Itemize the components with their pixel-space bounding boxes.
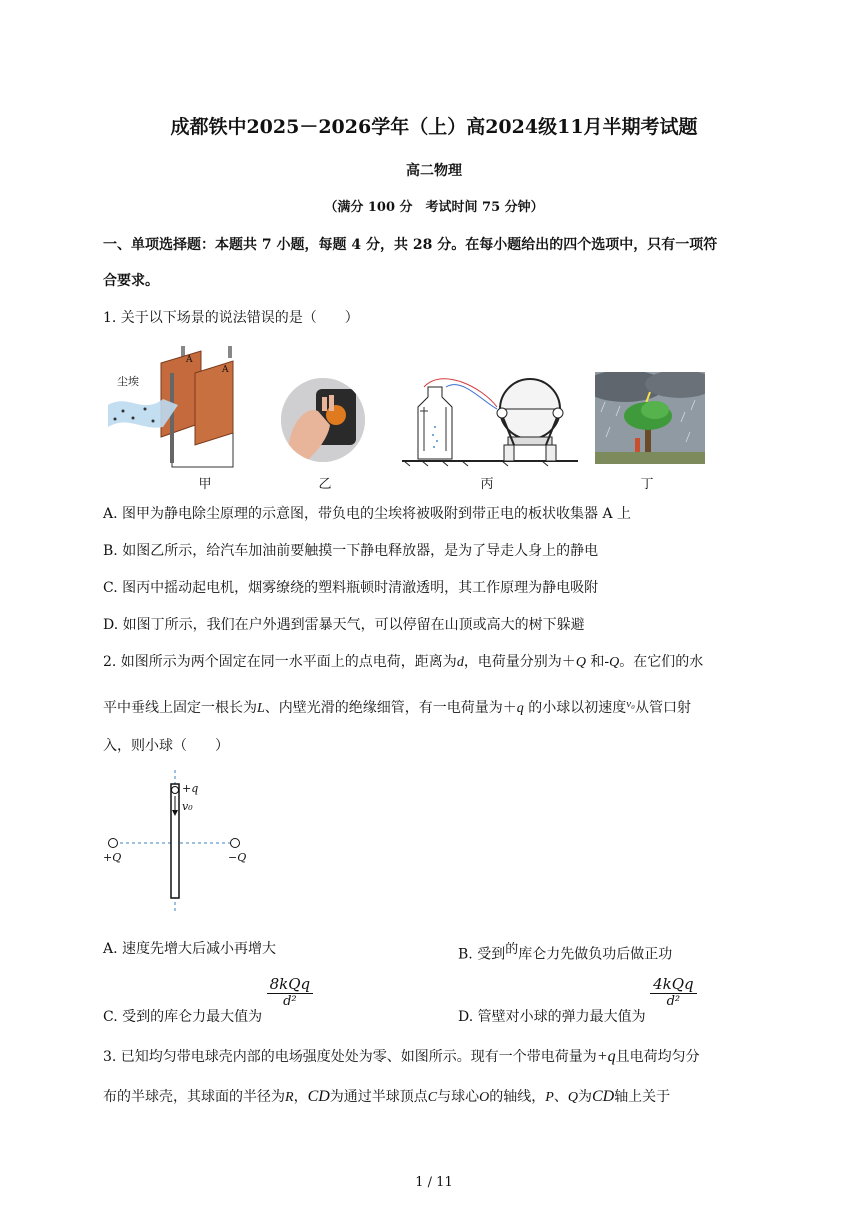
q2-fig-right-charge: −Q: [228, 851, 247, 864]
q3-stem-line1: 3. 已知均匀带电球壳内部的电场强度处处为零、如图所示。现有一个带电荷量为+q且电荷均匀分: [103, 1048, 700, 1065]
q2-option-c[interactable]: C. 受到的库仑力最大值为 $\frac{\text{8kQq}}{\text{d²}}$: [103, 975, 313, 1026]
q2-stem-line1: 2. 如图所示为两个固定在同一水平面上的点电荷，距离为d，电荷量分别为＋Q 和-Q。在它们的水: [103, 654, 704, 670]
q1-option-c[interactable]: C. 图丙中摇动起电机，烟雾缭绕的塑料瓶顿时清澈透明，其工作原理为静电吸附: [103, 580, 599, 596]
q1-option-d[interactable]: D. 如图丁所示，我们在户外遇到雷暴天气，可以停留在山顶或高大的树下躲避: [103, 617, 585, 633]
figure-jia: [103, 343, 243, 471]
page-number: 1 / 11: [415, 1175, 453, 1190]
q1-stem: 1. 关于以下场景的说法错误的是（ ）: [103, 310, 359, 326]
exam-meta: （满分 100 分 考试时间 75 分钟）: [324, 200, 544, 215]
q2-fig-v0: v₀: [182, 800, 193, 813]
dust-label: 尘埃: [117, 375, 139, 388]
q2-stem-line2: 平中垂线上固定一根长为L、内壁光滑的绝缘细管，有一电荷量为＋q 的小球以初速度$^{v_0}$从管口射: [103, 698, 691, 716]
caption-ding: 丁: [640, 477, 654, 492]
q1-option-b[interactable]: B. 如图乙所示，给汽车加油前要触摸一下静电释放器，是为了导走人身上的静电: [103, 543, 599, 559]
section-heading-line2: 合要求。: [103, 273, 159, 289]
plate-label-2: A: [222, 365, 229, 375]
q2-option-d[interactable]: D. 管壁对小球的弹力最大值为 $\frac{\text{4kQq}}{\text{d²}}$: [458, 975, 697, 1026]
plate-label: A: [186, 355, 193, 365]
subject-heading: 高二物理: [406, 163, 462, 179]
q2-option-a[interactable]: A. 速度先增大后减小再增大: [103, 941, 277, 957]
q2-stem-line3: 入，则小球（ ）: [103, 738, 229, 754]
q3-stem-line2: 布的半球壳，其球面的半径为R，CD为通过半球顶点C与球心O的轴线，P、Q为CD轴上关于: [103, 1088, 671, 1105]
q2-fig-left-charge: +Q: [103, 851, 122, 864]
q2-fig-plus-q: +q: [182, 782, 199, 795]
figure-ding: [595, 372, 705, 464]
caption-jia: 甲: [198, 477, 212, 492]
q2-option-b[interactable]: B. 受到$^的$库仑力先做负功后做正功: [458, 942, 673, 963]
figure-bing: [402, 367, 578, 467]
q2-figure: [100, 770, 260, 912]
caption-bing: 丙: [480, 477, 494, 492]
exam-title: 成都铁中2025－2026学年（上）高2024级11月半期考试题: [170, 116, 698, 138]
section-heading-line1: 一、单项选择题：本题共 7 小题，每题 4 分，共 28 分。在每小题给出的四个选项中，只有一项符: [103, 237, 718, 253]
caption-yi: 乙: [318, 477, 332, 492]
figure-yi: [278, 377, 368, 463]
q1-option-a[interactable]: A. 图甲为静电除尘原理的示意图，带负电的尘埃将被吸附到带正电的板状收集器 A 上: [103, 506, 632, 522]
